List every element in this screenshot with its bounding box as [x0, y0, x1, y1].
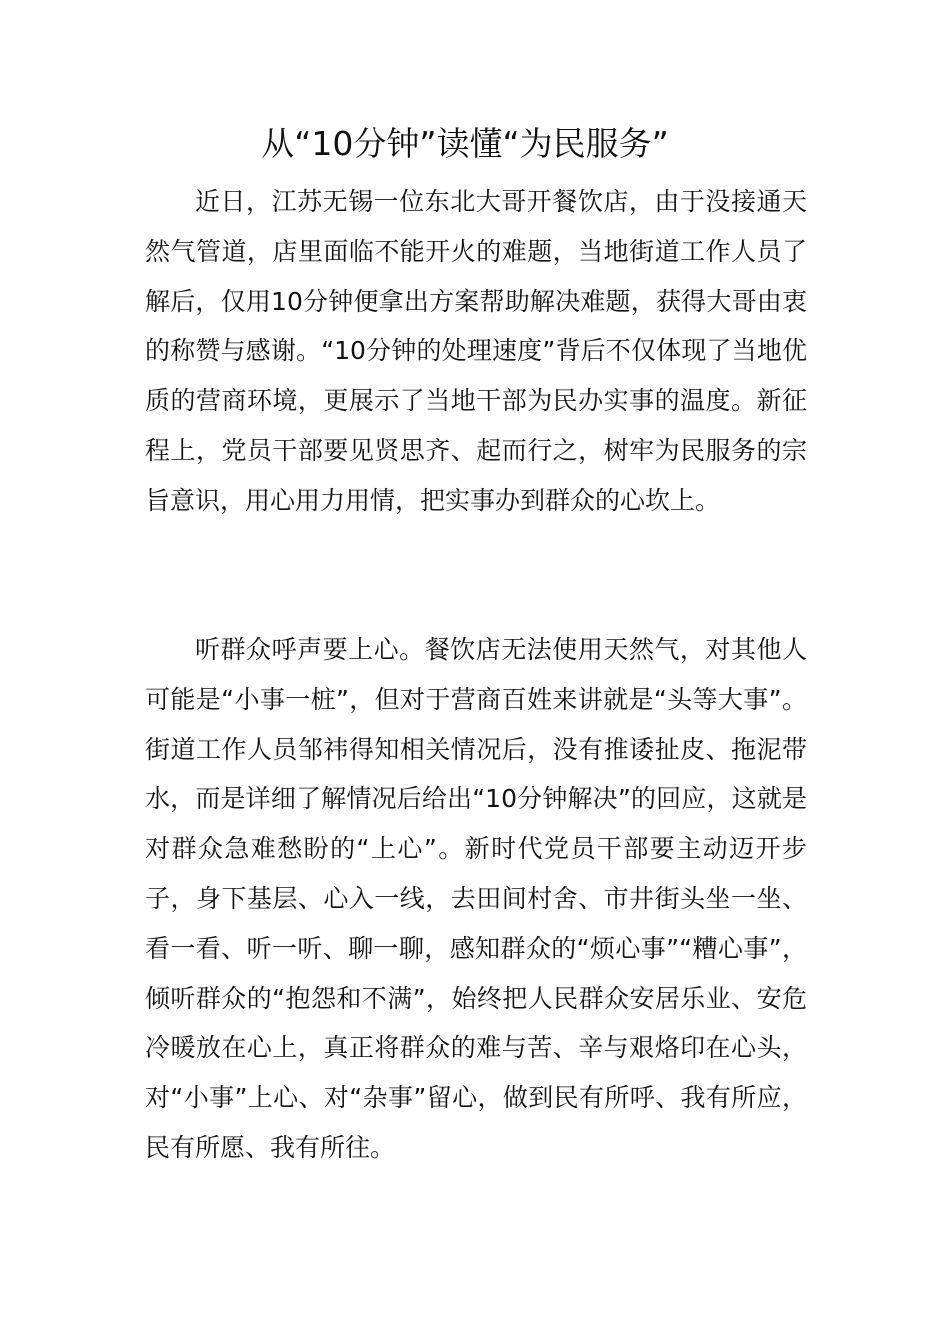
paragraph-1: 近日，江苏无锡一位东北大哥开餐饮店，由于没接通天然气管道，店里面临不能开火的难题，当地街道工作人员了解后，仅用10分钟便拿出方案帮助解决难题，获得大哥由衷的称赞与感谢。“10分钟的处理速度”背后不仅体现了当地优质的营商环境，更展示了当地干部为民办实事的温度。新征程上，党员干部要见贤思齐、起而行之，树牢为民服务的宗旨意识，用心用力用情，把实事办到群众的心坎上。 — [145, 187, 807, 515]
document-title: 从“10分钟”读懂“为民服务” — [261, 124, 669, 163]
paragraph-2: 听群众呼声要上心。餐饮店无法使用天然气，对其他人可能是“小事一桩”，但对于营商百姓来讲就是“头等大事”。街道工作人员邹祎得知相关情况后，没有推诿扯皮、拖泥带水，而是详细了解情况后给出“10分钟解决”的回应，这就是对群众急难愁盼的“上心”。新时代党员干部要主动迈开步子，身下基层、心入一线，去田间村舍、市井街头坐一坐、看一看、听一听、聊一聊，感知群众的“烦心事”“糟心事”，倾听群众的“抱怨和不满”，始终把人民群众安居乐业、安危冷暖放在心上，真正将群众的难与苦、辛与艰烙印在心头，对“小事”上心、对“杂事”留心，做到民有所呼、我有所应，民有所愿、我有所往。 — [145, 635, 807, 1162]
